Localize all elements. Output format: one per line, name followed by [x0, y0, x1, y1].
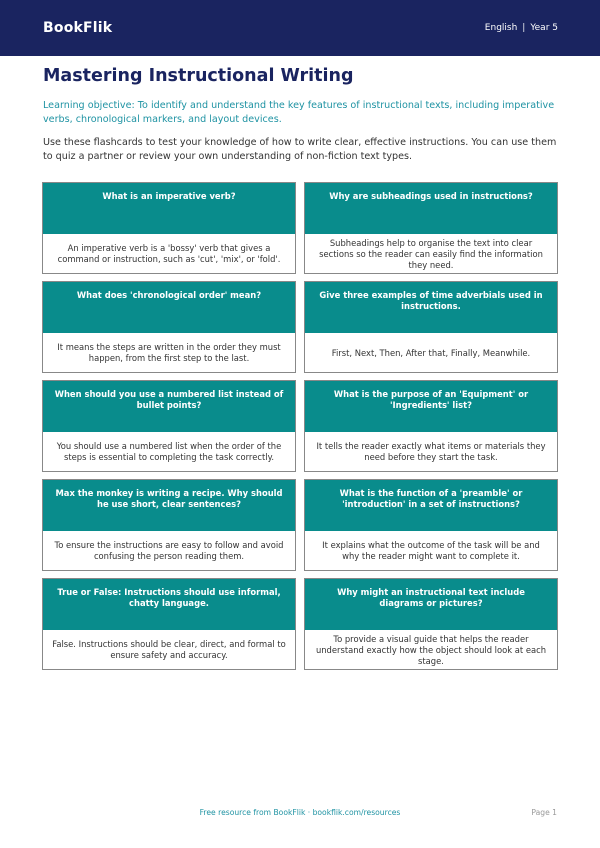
- flashcard-question: Why are subheadings used in instructions?: [305, 183, 557, 234]
- flashcard[interactable]: [42, 281, 296, 373]
- flashcard-answer-text: You should use a numbered list when the order of the steps is essential to completing the task correctly.: [56, 441, 282, 462]
- flashcard-answer-text: To provide a visual guide that helps the reader understand exactly how the object should look at each stage.: [315, 633, 547, 666]
- flashcard-answer-text: False. Instructions should be clear, direct, and formal to ensure safety and accuracy.: [52, 639, 286, 660]
- page-number: Page 1: [531, 808, 557, 817]
- flashcard[interactable]: [304, 380, 558, 472]
- flashcard-answer: [43, 531, 295, 570]
- header-meta: [485, 23, 558, 33]
- page-header: [0, 0, 600, 56]
- year-label: Year 5: [530, 23, 558, 33]
- flashcard-question: Give three examples of time adverbials used in instructions.: [305, 282, 557, 333]
- flashcard-answer-text: To ensure the instructions are easy to follow and avoid confusing the person reading them.: [54, 540, 284, 561]
- flashcard-answer-text: It explains what the outcome of the task will be and why the reader might want to complete it.: [322, 540, 540, 561]
- flashcard-answer-text: First, Next, Then, After that, Finally, Meanwhile.: [331, 347, 531, 358]
- flashcard-answer: [305, 531, 557, 570]
- flashcard-question: Why might an instructional text include diagrams or pictures?: [305, 579, 557, 630]
- flashcard-answer-text: It means the steps are written in the order they must happen, from the first step to the last.: [57, 342, 281, 363]
- subject-label: English: [484, 23, 518, 33]
- learning-objective: Learning objective: To identify and understand the key features of instructional texts, including imperative verbs, chronological markers, and layout devices.: [43, 100, 555, 125]
- footer-link[interactable]: Free resource from BookFlik · bookflik.com/resources: [199, 808, 401, 817]
- flashcard-answer: [43, 234, 295, 273]
- flashcard-answer: [43, 630, 295, 669]
- intro-text: Use these flashcards to test your knowledge of how to write clear, effective instructions. You can use them to quiz a partner or review your own understanding of non-fiction text types.: [43, 137, 557, 162]
- flashcard-answer: [43, 432, 295, 471]
- flashcard-question: What does 'chronological order' mean?: [43, 282, 295, 333]
- flashcard-answer-text: Subheadings help to organise the text into clear sections so the reader can easily find the information they need.: [319, 237, 543, 270]
- meta-separator: |: [522, 23, 526, 33]
- flashcard[interactable]: [304, 578, 558, 670]
- flashcard-question: What is the purpose of an 'Equipment' or 'Ingredients' list?: [305, 381, 557, 432]
- flashcard-answer: [43, 333, 295, 372]
- flashcard[interactable]: [304, 182, 558, 274]
- flashcard[interactable]: [42, 578, 296, 670]
- flashcard-answer-text: It tells the reader exactly what items or materials they need before they start the task.: [316, 441, 546, 462]
- flashcard[interactable]: [42, 479, 296, 571]
- flashcard[interactable]: [304, 479, 558, 571]
- flashcard-answer: [305, 234, 557, 273]
- flashcard-grid: [42, 182, 557, 670]
- flashcard-answer-text: An imperative verb is a 'bossy' verb that gives a command or instruction, such as 'cut', 'mix', or 'fold'.: [57, 243, 281, 264]
- flashcard-answer: [305, 333, 557, 372]
- brand-logo[interactable]: BookFlik: [43, 20, 113, 36]
- flashcard-question: Max the monkey is writing a recipe. Why should he use short, clear sentences?: [43, 480, 295, 531]
- flashcard[interactable]: [42, 182, 296, 274]
- flashcard-answer: [305, 432, 557, 471]
- flashcard-question: True or False: Instructions should use informal, chatty language.: [43, 579, 295, 630]
- flashcard-question: What is an imperative verb?: [43, 183, 295, 234]
- flashcard[interactable]: [304, 281, 558, 373]
- flashcard[interactable]: [42, 380, 296, 472]
- flashcard-question: What is the function of a 'preamble' or 'introduction' in a set of instructions?: [305, 480, 557, 531]
- page-title: Mastering Instructional Writing: [43, 66, 354, 86]
- flashcard-question: When should you use a numbered list instead of bullet points?: [43, 381, 295, 432]
- flashcard-answer: [305, 630, 557, 669]
